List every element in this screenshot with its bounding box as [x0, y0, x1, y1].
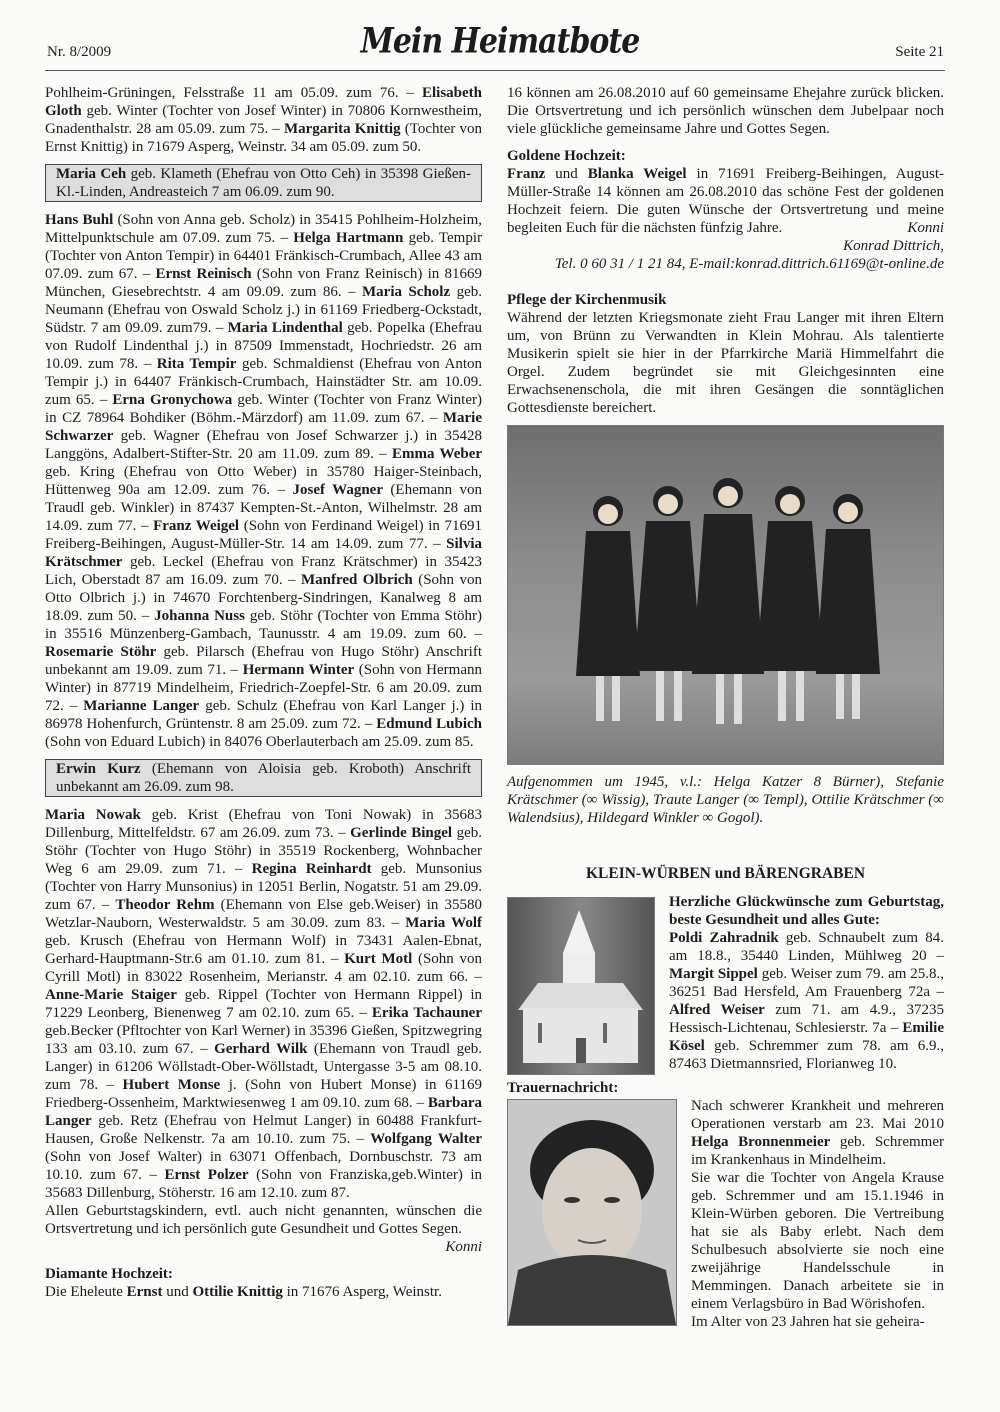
- church-drawing: [508, 898, 654, 1074]
- text-segment: (Tochter von Ernst Knittig) in 71679 Asperg, Weinstr. 34 am 05.09. zum 50.: [45, 121, 482, 155]
- person-name: Franz Weigel: [153, 518, 240, 534]
- person-name: Elisabeth Gloth: [45, 85, 482, 119]
- text-segment: geb. Leckel (Ehefrau von Franz Krätschmer) in 35423 Lich, Oberstadt 87 am 16.09. zum 70. –: [45, 554, 482, 588]
- masthead-logo: Mein Heimatbote: [360, 21, 640, 62]
- text-segment: Die Eheleute: [45, 1284, 127, 1300]
- text-segment: (Sohn von Anna geb. Scholz) in 35415 Pohlheim-Holzheim, Mittelpunktschule am 07.09. zum 75. –: [45, 212, 482, 246]
- kirchen-text: Während der letzten Kriegsmonate zieht Frau Langer mit ihren Eltern um, von Brünn zu Verwandten in Klein Mohrau. Als talentierte Musikerin spielt sie hier in der Pfarrkirche Mariä Himmelfahrt die Orgel. Zudem begründet sie mit Gleichgesinnten eine Erwachsenenschola, die mit ihren Gesängen die sonntäglichen Gottesdienste bereichert.: [507, 310, 944, 416]
- text-segment: und: [162, 1284, 193, 1300]
- text-segment: geb. Weiser zum 79. am 25.8., 36251 Bad Hersfeld, Am Frauenberg 72a –: [669, 966, 945, 1000]
- text-segment: geb. Tempir (Tochter von Anton Tempir) in 64401 Fränkisch-Crumbach, Allee 43 am 07.09. zum 67. –: [45, 230, 482, 282]
- person-name: Margarita Knittig: [283, 121, 401, 137]
- diamant-heading: Diamante Hochzeit:: [45, 1266, 173, 1282]
- text-segment: und: [545, 166, 588, 182]
- text-segment: geb. Pilarsch (Ehefrau von Hugo Stöhr) Anschrift unbekannt am 19.09. zum 71. –: [45, 644, 482, 678]
- text-segment: in 71676 Asperg, Weinstr.: [282, 1284, 442, 1300]
- person-name: Margit Sippel: [669, 966, 758, 982]
- person-name: Alfred Weiser: [669, 1002, 765, 1018]
- left-column: [45, 84, 482, 1301]
- diamant-text-continued: 16 können am 26.08.2010 auf 60 gemeinsame Ehejahre zurück blicken. Die Ortsvertretung und ich persönlich wünschen dem Jubelpaar noch viele glückliche gemeinsame Jahre und Gottes Segen.: [507, 85, 944, 137]
- person-name: Kurt Motl: [344, 951, 413, 967]
- person-name: Helga Bronnenmeier: [691, 1134, 831, 1150]
- person-name: Manfred Olbrich: [300, 572, 413, 588]
- person-name: Helga Hartmann: [293, 230, 404, 246]
- person-name: Rosemarie Stöhr: [45, 644, 157, 660]
- person-name: Blanka Weigel: [587, 166, 687, 182]
- person-name: Erna Gronychowa: [112, 392, 233, 408]
- text-segment: zum 71. am 4.9., 37235 Hessisch-Lichtenau, Schlesierstr. 7a –: [669, 1002, 944, 1036]
- obituary-text-2: Sie war die Tochter von Angela Krause geb. Schremmer und am 15.1.1946 in Klein-Würben geboren. Die Vertreibung hat sie als Baby erlebt. Nach dem Schulbesuch absolvierte sie noch eine zweijährige Handelsschule in Memmingen. Danach arbeitete sie in einem Verlagsbüro in Bad Wörishofen.: [691, 1170, 944, 1312]
- text-segment: geb. Schmaldienst (Ehefrau von Anton Tempir j.) in 64407 Fränkisch-Crumbach, Hainstädter Str. am 10.09. zum 65. –: [45, 356, 482, 408]
- person-name: Hans Buhl: [45, 212, 114, 228]
- gold-heading: Goldene Hochzeit:: [507, 148, 626, 164]
- page-number: Seite 21: [895, 44, 944, 60]
- person-name: Barbara Langer: [45, 1095, 482, 1129]
- group-photo: [507, 425, 944, 765]
- gold-text: [507, 165, 944, 237]
- person-name: Hermann Winter: [242, 662, 355, 678]
- text-segment: geb. Winter (Tochter von Franz Winter) in CZ 78964 Bohdiker (Böhm.-Märzdorf) am 11.09. zum 67. –: [45, 392, 483, 426]
- text-segment: (Sohn von Franz Reinisch) in 81669 München, Giesebrechtstr. 4 am 09.09. zum 86. –: [45, 266, 482, 300]
- text-segment: (Sohn von Ferdinand Weigel) in 71691 Freiberg-Beihingen, August-Müller-Str. 14 am 14.09. zum 77. –: [45, 518, 483, 552]
- text-segment: geb. Neumann (Ehefrau von Oswald Scholz j.) in 61169 Friedberg-Ockstadt, Südstr. 7 am 09.09. zum79. –: [45, 284, 482, 336]
- section-title: KLEIN-WÜRBEN und BÄRENGRABEN: [585, 865, 866, 882]
- person-name: Gerlinde Bingel: [350, 825, 453, 841]
- text-segment: (Sohn von Cyrill Motl) in 83022 Rosenheim, Merianstr. 4 am 02.10. zum 66. –: [45, 951, 483, 985]
- text-segment: geb. Wagner (Ehefrau von Josef Schwarzer j.) in 35428 Langgöns, Adalbert-Stifter-Str. 20 am 11.09. zum 89. –: [45, 428, 482, 462]
- text-segment: in 71691 Freiberg-Beihingen, August-Müller-Straße 14 können am 26.08.2010 das schöne Fest der goldenen Hochzeit feiern. Die guten Wünsche der Ortsvertretung und meine begleiten Euch für die nächsten fünfzig Jahre.: [507, 166, 944, 236]
- text-segment: geb. Klameth (Ehefrau von Otto Ceh) in 35398 Gießen-Kl.-Linden, Andreasteich 7 am 06.09. zum 90.: [56, 166, 471, 200]
- person-name: Erika Tachauner: [371, 1005, 482, 1021]
- text-segment: geb.Becker (Pfltochter von Karl Werner) in 35396 Gießen, Spitzwegring 133 am 03.10. zum 67. –: [45, 1023, 482, 1057]
- text-segment: Nach schwerer Krankheit und mehreren Operationen verstarb am 23. Mai 2010: [691, 1098, 944, 1132]
- text-segment: (Ehemann von Aloisia geb. Kroboth) Anschrift unbekannt am 26.09. zum 98.: [56, 761, 471, 795]
- text-segment: (Sohn von Franziska,geb.Winter) in 35683 Dillenburg, Stöherstr. 16 am 12.10. zum 87.: [45, 1167, 483, 1201]
- person-name: Franz: [507, 166, 546, 182]
- person-name: Ernst: [126, 1284, 163, 1300]
- signature-konni: Konni: [445, 1239, 482, 1255]
- right-column: [507, 84, 944, 1331]
- text-segment: geb. Winter (Tochter von Josef Winter) in 70806 Kornwestheim, Gnadenthalstr. 28 am 05.09. zum 75. –: [45, 103, 482, 137]
- person-name: Josef Wagner: [292, 482, 383, 498]
- text-segment: j. (Sohn von Hubert Monse) in 61169 Friedberg-Ossenheim, Marktwiesenweg 1 am 09.10. zum 68. –: [45, 1077, 482, 1111]
- person-name: Emilie Kösel: [669, 1020, 944, 1054]
- text-segment: geb. Schnaubelt zum 84. am 18.8., 35440 Linden, Mühlweg 20 –: [669, 930, 944, 964]
- person-name: Gerhard Wilk: [214, 1041, 308, 1057]
- greeting-heading: Herzliche Glückwünsche zum Geburtstag, beste Gesundheit und alles Gute:: [669, 894, 944, 928]
- text-segment: geb. Munsonius (Tochter von Harry Munsonius) in 12051 Berlin, Nogatstr. 51 am 29.09. zum 67. –: [45, 861, 483, 913]
- person-name: Anne-Marie Staiger: [45, 987, 177, 1003]
- text-segment: geb. Retz (Ehefrau von Helmut Langer) in 60488 Frankfurt-Hausen, Große Nelkenstr. 7a am 10.10. zum 75. –: [45, 1113, 482, 1147]
- text-segment: geb. Schulz (Ehefrau von Karl Langer j.) in 86978 Hohenfurch, Grüntenstr. 8 am 25.09. zum 72. –: [45, 698, 483, 732]
- text-segment: (Ehemann von Traudl geb. Langer) in 61206 Wöllstadt-Ober-Wöllstadt, Untergasse 3-5 am 08.10. zum 78. –: [45, 1041, 482, 1093]
- birthday-list-2: [45, 806, 482, 1202]
- person-name: Maria Ceh: [56, 166, 127, 182]
- diamant-text: [45, 1283, 482, 1301]
- person-name: Rita Tempir: [156, 356, 237, 372]
- person-name: Theodor Rehm: [115, 897, 215, 913]
- signature-konni: Konni: [907, 220, 944, 236]
- person-name: Maria Scholz: [362, 284, 451, 300]
- text-segment: (Ehemann von Traudl geb. Winkler) in 87437 Kempten-St.-Anton, Wilhelmstr. 28 am 14.09. zum 77. –: [45, 482, 483, 534]
- person-name: Emma Weber: [391, 446, 483, 462]
- person-name: Ottilie Knittig: [192, 1284, 283, 1300]
- text-segment: geb. Krusch (Ehefrau von Hermann Wolf) in 73431 Aalen-Ebnat, Gerhard-Hauptmann-Str.6 am 01.10. zum 81. –: [45, 933, 482, 967]
- text-segment: geb. Schremmer zum 78. am 6.9., 87463 Dietmannsried, Florianweg 10.: [669, 1038, 944, 1072]
- text-segment: geb. Krist (Ehefrau von Toni Nowak) in 35683 Dillenburg, Mittelfeldstr. 67 am 26.09. zum 73. –: [45, 807, 482, 841]
- person-name: Marianne Langer: [83, 698, 200, 714]
- person-name: Maria Nowak: [45, 807, 141, 823]
- header-rule: [45, 70, 945, 71]
- person-name: Edmund Lubich: [376, 716, 482, 732]
- person-name: Ernst Polzer: [164, 1167, 249, 1183]
- highlight-box-erwin-kurz: [45, 759, 482, 797]
- obituary-text-3: Im Alter von 23 Jahren hat sie geheira-: [691, 1314, 925, 1330]
- church-photo: [507, 897, 655, 1075]
- person-name: Johanna Nuss: [154, 608, 245, 624]
- birthday-wishes-text: Allen Geburtstagskindern, evtl. auch nicht genannten, wünschen die Ortsvertretung und ich persönlich gute Gesundheit und Gottes Segen.: [45, 1203, 482, 1237]
- gold-text-body: [507, 166, 944, 236]
- text-segment: Pohlheim-Grüningen, Felsstraße 11 am 05.09. zum 76. –: [45, 85, 422, 101]
- text-segment: geb. Stöhr (Tochter von Hugo Stöhr) in 35519 Rockenberg, Wohnbacher Weg 6 am 29.09. zum 71. –: [45, 825, 482, 877]
- person-name: Wolfgang Walter: [370, 1131, 482, 1147]
- issue-number: Nr. 8/2009: [47, 44, 112, 60]
- person-name: Maria Lindenthal: [227, 320, 343, 336]
- text-segment: (Sohn von Eduard Lubich) in 84076 Oberlauterbach am 25.09. zum 85.: [45, 734, 474, 750]
- person-name: Regina Reinhardt: [251, 861, 372, 877]
- person-name: Marie Schwarzer: [45, 410, 482, 444]
- text-segment: (Ehemann von Else geb.Weiser) in 35580 Wetzlar-Nauborn, Westerwaldstr. 5 am 30.09. zum 83. –: [45, 897, 482, 931]
- text-segment: (Sohn von Josef Walter) in 63071 Offenbach, Dornbuschstr. 73 am 10.10. zum 67. –: [45, 1149, 482, 1183]
- kirchen-heading: Pflege der Kirchenmusik: [507, 292, 667, 308]
- birthday-list-continued: [45, 84, 482, 156]
- text-segment: (Sohn von Otto Olbrich j.) in 74670 Forchtenberg-Sindringen, Kanalweg 8 am 18.09. zum 50. –: [45, 572, 482, 624]
- text-segment: geb. Schremmer im Krankenhaus in Mindelheim.: [691, 1134, 944, 1168]
- text-segment: geb. Kring (Ehefrau von Otto Weber) in 35780 Haiger-Steinbach, Hüttenweg 90a am 12.09. zum 76. –: [45, 464, 482, 498]
- text-segment: geb. Rippel (Tochter von Hermann Rippel) in 71229 Leonberg, Bienenweg 7 am 02.10. zum 65. –: [45, 987, 482, 1021]
- person-name: Hubert Monse: [122, 1077, 221, 1093]
- person-name: Ernst Reinisch: [155, 266, 252, 282]
- author-contact: Tel. 0 60 31 / 1 21 84, E-mail:konrad.dittrich.61169@t-online.de: [554, 256, 944, 272]
- person-name: Poldi Zahradnik: [669, 930, 779, 946]
- photo-caption: Aufgenommen um 1945, v.l.: Helga Katzer 8 Bürner), Stefanie Krätschmer (∞ Wissig), Traute Langer (∞ Templ), Ottilie Krätschmer (∞ Walendsius), Hildegard Winkler ∞ Gogol).: [507, 774, 944, 826]
- trauer-heading: Trauernachricht:: [507, 1080, 619, 1096]
- birthday-list: [45, 211, 482, 751]
- person-name: Silvia Krätschmer: [45, 536, 482, 570]
- portrait-photo: [507, 1099, 677, 1326]
- text-segment: geb. Popelka (Ehefrau von Rudolf Lindenthal j.) in 87509 Immenstadt, Hochriedstr. 26 am 10.09. zum 78. –: [45, 320, 482, 372]
- person-name: Erwin Kurz: [56, 761, 141, 777]
- person-name: Maria Wolf: [405, 915, 483, 931]
- text-segment: geb. Stöhr (Tochter von Emma Stöhr) in 35516 Münzenberg-Gambach, Taunusstr. 4 am 19.09. zum 60. –: [45, 608, 482, 642]
- text-segment: (Sohn von Hermann Winter) in 87719 Mindelheim, Friedrich-Zoepfel-Str. 6 am 20.09. zum 72. –: [45, 662, 482, 714]
- birthday-wishes: [45, 1202, 482, 1256]
- highlight-box-maria-ceh: [45, 164, 482, 202]
- author-name: Konrad Dittrich,: [843, 238, 944, 254]
- group-photo-figures: [508, 426, 944, 764]
- portrait-drawing: [508, 1100, 676, 1325]
